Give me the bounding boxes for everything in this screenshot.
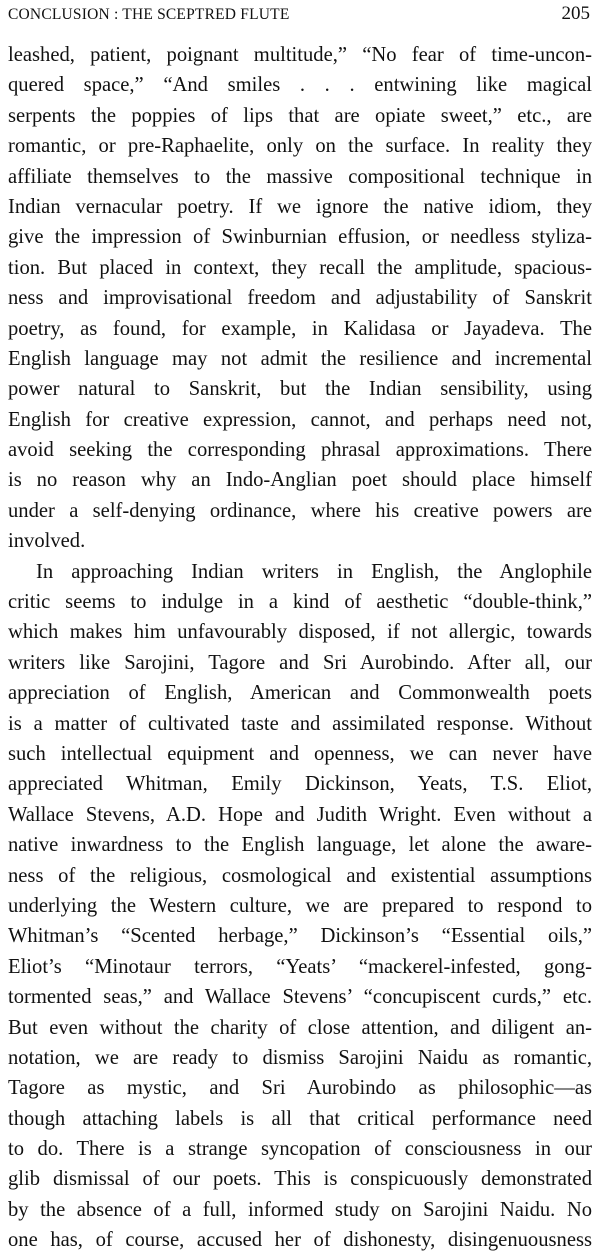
text-line: affiliate themselves to the massive compositional technique in [8, 165, 592, 188]
text-line: writers like Sarojini, Tagore and Sri Aurobindo. After all, our [8, 651, 592, 674]
text-line: avoid seeking the corresponding phrasal approximations. There [8, 439, 592, 462]
running-head: CONCLUSION : THE SCEPTRED FLUTE [8, 6, 290, 23]
text-line: is no reason why an Indo-Anglian poet should place himself [8, 469, 592, 492]
text-line: leashed, patient, poignant multitude,” “No fear of time-uncon- [8, 44, 592, 66]
text-line: one has, of course, accused her of dishonesty, disingenuousness [8, 1229, 592, 1252]
text-line: English for creative expression, cannot, and perhaps need not, [8, 408, 592, 431]
text-line: Eliot’s “Minotaur terrors, “Yeats’ “mackerel-infested, gong- [8, 955, 592, 978]
text-line: English language may not admit the resilience and incremental [8, 347, 592, 370]
text-line: underlying the Western culture, we are prepared to respond to [8, 894, 592, 917]
text-line: critic seems to indulge in a kind of aesthetic “double-think,” [8, 591, 592, 614]
text-line: Whitman’s “Scented herbage,” Dickinson’s “Essential oils,” [8, 925, 592, 948]
page-header [8, 2, 592, 28]
text-line: by the absence of a full, informed study on Sarojini Naidu. No [8, 1198, 592, 1221]
text-line: tormented seas,” and Wallace Stevens’ “concupiscent curds,” etc. [8, 986, 592, 1009]
paragraph-2 [8, 557, 592, 1256]
text-line: which makes him unfavourably disposed, if not allergic, towards [8, 621, 592, 644]
text-line: notation, we are ready to dismiss Sarojini Naidu as romantic, [8, 1046, 592, 1069]
text-line: under a self-denying ordinance, where his creative powers are [8, 499, 592, 522]
text-line: quered space,” “And smiles . . . entwining like magical [8, 74, 592, 97]
text-line: Wallace Stevens, A.D. Hope and Judith Wright. Even without a [8, 803, 592, 826]
text-line: romantic, or pre-Raphaelite, only on the surface. In reality they [8, 135, 592, 158]
text-line: Tagore as mystic, and Sri Aurobindo as philosophic—as [8, 1077, 592, 1100]
text-line: power natural to Sanskrit, but the Indian sensibility, using [8, 378, 592, 401]
text-line: glib dismissal of our poets. This is conspicuously demonstrated [8, 1168, 592, 1191]
text-line: involved. [8, 530, 86, 553]
text-line: though attaching labels is all that critical performance need [8, 1107, 592, 1130]
text-line: such intellectual equipment and openness, we can never have [8, 742, 592, 765]
text-line: ness and improvisational freedom and adjustability of Sanskrit [8, 287, 592, 310]
text-line: give the impression of Swinburnian effusion, or needless styliza- [8, 226, 592, 249]
text-line: appreciated Whitman, Emily Dickinson, Yeats, T.S. Eliot, [8, 773, 592, 796]
text-line: is a matter of cultivated taste and assimilated response. Without [8, 712, 592, 735]
text-line: to do. There is a strange syncopation of consciousness in our [8, 1138, 592, 1161]
text-line: tion. But placed in context, they recall the amplitude, spacious- [8, 256, 592, 279]
text-line: appreciation of English, American and Commonwealth poets [8, 682, 592, 705]
text-line: ness of the religious, cosmological and existential assumptions [8, 864, 592, 887]
body-text [8, 40, 592, 1256]
text-line: In approaching Indian writers in English, the Anglophile [36, 560, 592, 583]
text-line: poetry, as found, for example, in Kalidasa or Jayadeva. The [8, 317, 592, 340]
text-line: serpents the poppies of lips that are opiate sweet,” etc., are [8, 104, 592, 127]
text-line: native inwardness to the English language, let alone the aware- [8, 834, 592, 857]
paragraph-1 [8, 40, 592, 557]
text-line: Indian vernacular poetry. If we ignore the native idiom, they [8, 195, 592, 218]
text-line: But even without the charity of close attention, and diligent an- [8, 1016, 592, 1039]
page-number: 205 [561, 3, 590, 24]
